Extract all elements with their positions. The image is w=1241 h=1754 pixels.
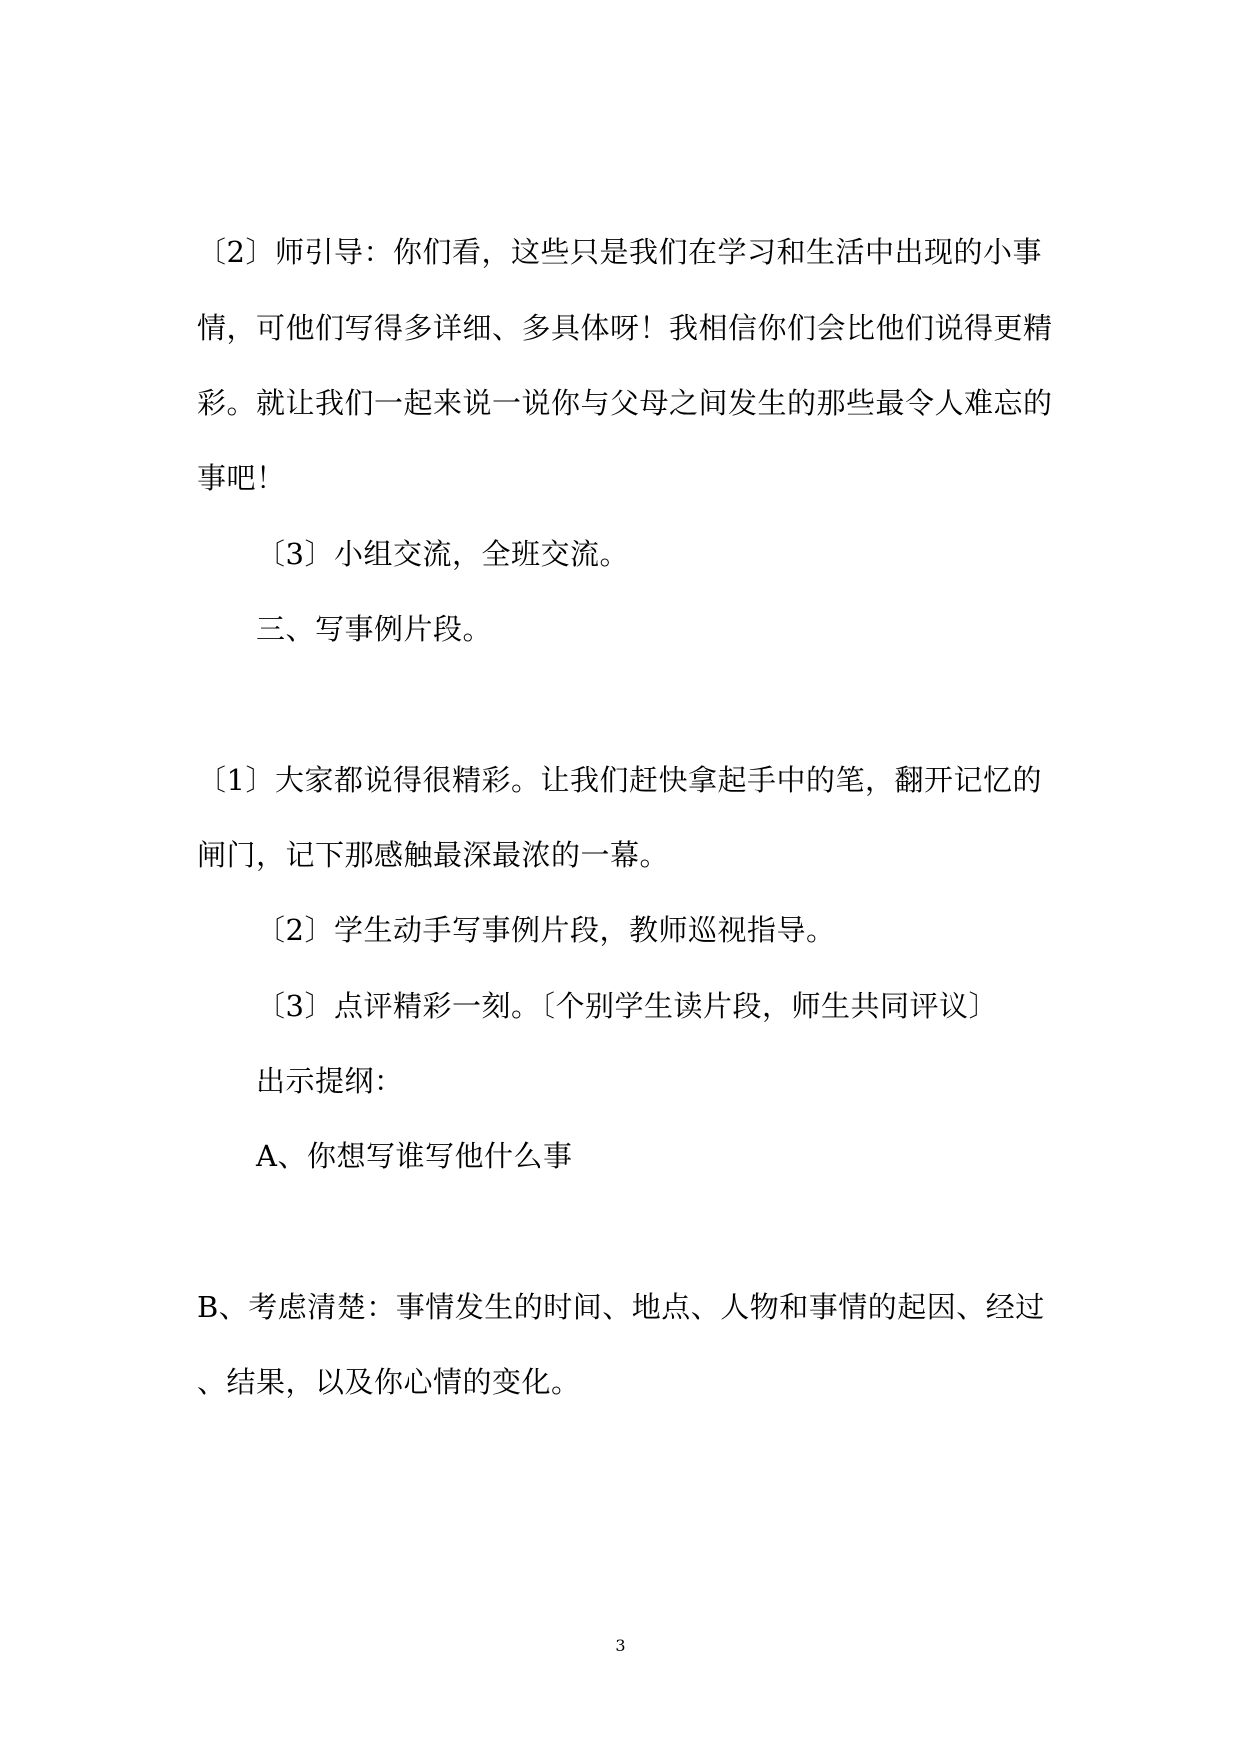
paragraph-line: 〔3〕小组交流，全班交流。 — [256, 537, 629, 571]
paragraph-line: 〔1〕大家都说得很精彩。让我们赶快拿起手中的笔，翻开记忆的 — [197, 763, 1042, 797]
section-heading: 三、写事例片段。 — [256, 612, 493, 646]
page-number: 3 — [615, 1636, 626, 1655]
paragraph-line: 〔3〕点评精彩一刻。〔个别学生读片段，师生共同评议〕 — [256, 989, 998, 1023]
paragraph-line: 事吧！ — [197, 461, 286, 495]
outline-label: 出示提纲： — [256, 1064, 404, 1098]
paragraph-line: 〔2〕学生动手写事例片段，教师巡视指导。 — [256, 913, 836, 947]
outline-item: A、你想写谁写他什么事 — [256, 1139, 573, 1173]
paragraph-line: 彩。就让我们一起来说一说你与父母之间发生的那些最令人难忘的 — [197, 386, 1053, 420]
paragraph-line: 〔2〕师引导：你们看，这些只是我们在学习和生活中出现的小事 — [197, 235, 1042, 269]
paragraph-line: 闸门，记下那感触最深最浓的一幕。 — [197, 838, 670, 872]
paragraph-line: 情，可他们写得多详细、多具体呀！我相信你们会比他们说得更精 — [197, 311, 1053, 345]
paragraph-line: 、结果，以及你心情的变化。 — [197, 1365, 581, 1399]
outline-item: B、考虑清楚：事情发生的时间、地点、人物和事情的起因、经过 — [197, 1290, 1045, 1324]
